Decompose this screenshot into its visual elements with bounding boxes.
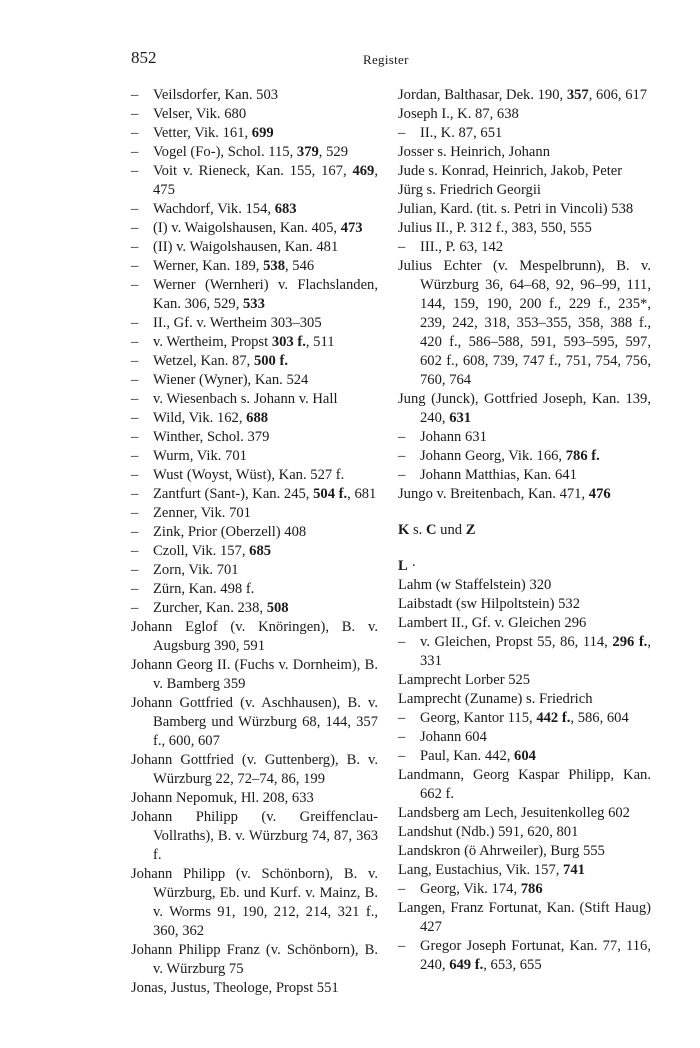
- entry-text: Vogel (Fo-), Schol. 115, 379, 529: [153, 144, 348, 160]
- index-subentry: [131, 599, 378, 618]
- index-entry: [131, 808, 378, 865]
- index-entry: [398, 105, 651, 124]
- dash-marker: –: [131, 448, 139, 464]
- entry-text: Zink, Prior (Oberzell) 408: [153, 524, 307, 540]
- dash-marker: –: [131, 600, 139, 616]
- index-subentry: [131, 371, 378, 390]
- dash-marker: –: [131, 562, 139, 578]
- dash-marker: –: [131, 258, 139, 274]
- index-entry: [398, 595, 651, 614]
- index-subentry: [131, 561, 378, 580]
- dash-marker: –: [131, 239, 139, 255]
- entry-text: III., P. 63, 142: [420, 239, 504, 255]
- dash-marker: –: [131, 353, 139, 369]
- entry-text: Wurm, Vik. 701: [153, 448, 247, 464]
- index-subentry: [398, 747, 651, 766]
- index-entry: [398, 86, 651, 105]
- dash-marker: –: [131, 277, 139, 293]
- entry-text: Velser, Vik. 680: [153, 106, 247, 122]
- entry-text: Voit v. Rieneck, Kan. 155, 167, 469, 475: [153, 163, 378, 198]
- index-subentry: [131, 143, 378, 162]
- entry-text: II., Gf. v. Wertheim 303–305: [153, 315, 322, 331]
- entry-text: Zorn, Vik. 701: [153, 562, 239, 578]
- dash-marker: –: [131, 467, 139, 483]
- index-entry: [131, 941, 378, 979]
- entry-text: Wild, Vik. 162, 688: [153, 410, 269, 426]
- entry-text: Laibstadt (sw Hilpoltstein) 532: [398, 596, 580, 612]
- dash-marker: –: [398, 239, 406, 255]
- entry-text: Landmann, Georg Kaspar Philipp, Kan. 662 f.: [398, 767, 651, 802]
- index-entry: [131, 694, 378, 751]
- dash-marker: –: [398, 125, 406, 141]
- section-heading: K s. C und Z: [398, 522, 476, 538]
- index-entry: [398, 842, 651, 861]
- entry-text: Wachdorf, Vik. 154, 683: [153, 201, 297, 217]
- entry-text: Johann Philipp (v. Schönborn), B. v. Würzburg, Eb. und Kurf. v. Mainz, B. v. Worms 91, 190, 212, 214, 321 f., 360, 362: [131, 866, 378, 939]
- index-subentry: [131, 333, 378, 352]
- entry-text: Jungo v. Breitenbach, Kan. 471, 476: [398, 486, 611, 502]
- entry-text: Zurcher, Kan. 238, 508: [153, 600, 289, 616]
- entry-text: Wust (Woyst, Wüst), Kan. 527 f.: [153, 467, 345, 483]
- index-subentry: [131, 504, 378, 523]
- index-entry: [398, 200, 651, 219]
- dash-marker: –: [131, 486, 139, 502]
- entry-text: (I) v. Waigolshausen, Kan. 405, 473: [153, 220, 363, 236]
- index-entry: [398, 899, 651, 937]
- entry-text: Georg, Kantor 115, 442 f., 586, 604: [420, 710, 629, 726]
- entry-text: Veilsdorfer, Kan. 503: [153, 87, 279, 103]
- entry-text: Langen, Franz Fortunat, Kan. (Stift Haug) 427: [398, 900, 651, 935]
- index-subentry: [131, 428, 378, 447]
- index-entry: [398, 576, 651, 595]
- dash-marker: –: [398, 710, 406, 726]
- index-entry: [131, 618, 378, 656]
- entry-text: Vetter, Vik. 161, 699: [153, 125, 274, 141]
- index-entry: [398, 823, 651, 842]
- index-subentry: [131, 257, 378, 276]
- dash-marker: –: [398, 729, 406, 745]
- entry-text: Werner, Kan. 189, 538, 546: [153, 258, 315, 274]
- entry-text: Zantfurt (Sant-), Kan. 245, 504 f., 681: [153, 486, 377, 502]
- entry-text: Lang, Eustachius, Vik. 157, 741: [398, 862, 585, 878]
- dash-marker: –: [131, 201, 139, 217]
- running-head: Register: [363, 52, 409, 67]
- index-column-left: [131, 86, 378, 998]
- index-entry: [398, 390, 651, 428]
- index-entry: [131, 656, 378, 694]
- index-subentry: [398, 466, 651, 485]
- section-gap: [398, 504, 651, 521]
- entry-text: Zenner, Vik. 701: [153, 505, 251, 521]
- entry-text: Jung (Junck), Gottfried Joseph, Kan. 139, 240, 631: [398, 391, 651, 426]
- index-entry: [398, 690, 651, 709]
- dash-marker: –: [131, 543, 139, 559]
- dash-marker: –: [131, 163, 139, 179]
- dash-marker: –: [131, 315, 139, 331]
- index-entry: [398, 671, 651, 690]
- index-subentry: [131, 162, 378, 200]
- dash-marker: –: [398, 881, 406, 897]
- entry-text: v. Gleichen, Propst 55, 86, 114, 296 f., 331: [420, 634, 651, 669]
- dash-marker: –: [398, 634, 406, 650]
- entry-text: Josser s. Heinrich, Johann: [398, 144, 550, 160]
- entry-text: Julian, Kard. (tit. s. Petri in Vincoli) 538: [398, 201, 634, 217]
- index-subentry: [131, 219, 378, 238]
- entry-text: Paul, Kan. 442, 604: [420, 748, 536, 764]
- index-entry: [398, 219, 651, 238]
- entry-text: Lahm (w Staffelstein) 320: [398, 577, 552, 593]
- entry-text: Winther, Schol. 379: [153, 429, 270, 445]
- dash-marker: –: [131, 125, 139, 141]
- entry-text: Jude s. Konrad, Heinrich, Jakob, Peter: [398, 163, 623, 179]
- dash-marker: –: [131, 87, 139, 103]
- dash-marker: –: [131, 505, 139, 521]
- index-entry: [398, 861, 651, 880]
- index-entry: [398, 804, 651, 823]
- entry-text: Julius Echter (v. Mespelbrunn), B. v. Würzburg 36, 64–68, 92, 96–99, 111, 144, 159, 190, 200 f., 229 f., 235*, 239, 242, 318, 353–355, 358, 388 f., 420 f., 586–588, 591, 593–595, 597, 602 f., 608, 739, 747 f., 751, 754, 756, 760, 764: [398, 258, 651, 388]
- index-entry: [398, 766, 651, 804]
- dash-marker: –: [131, 581, 139, 597]
- entry-text: Georg, Vik. 174, 786: [420, 881, 543, 897]
- index-entry: [398, 143, 651, 162]
- entry-text: Jordan, Balthasar, Dek. 190, 357, 606, 617: [398, 87, 648, 103]
- index-subentry: [131, 238, 378, 257]
- index-subentry: [398, 937, 651, 975]
- entry-text: Landshut (Ndb.) 591, 620, 801: [398, 824, 579, 840]
- entry-text: Jürg s. Friedrich Georgii: [398, 182, 541, 198]
- index-subentry: [131, 523, 378, 542]
- index-subentry: [131, 447, 378, 466]
- entry-text: (II) v. Waigolshausen, Kan. 481: [153, 239, 339, 255]
- entry-text: Gregor Joseph Fortunat, Kan. 77, 116, 240, 649 f., 653, 655: [420, 938, 651, 973]
- index-subentry: [398, 880, 651, 899]
- index-subentry: [398, 728, 651, 747]
- dash-marker: –: [131, 220, 139, 236]
- entry-text: v. Wiesenbach s. Johann v. Hall: [153, 391, 338, 407]
- entry-text: Lamprecht (Zuname) s. Friedrich: [398, 691, 593, 707]
- entry-text: II., K. 87, 651: [420, 125, 503, 141]
- entry-text: Johann Philipp (v. Greiffenclau-Vollraths), B. v. Würzburg 74, 87, 363 f.: [131, 809, 378, 863]
- index-subentry: [131, 314, 378, 333]
- index-entry: [398, 181, 651, 200]
- index-entry: [398, 614, 651, 633]
- dash-marker: –: [131, 106, 139, 122]
- index-subentry: [131, 200, 378, 219]
- entry-text: Lambert II., Gf. v. Gleichen 296: [398, 615, 587, 631]
- dash-marker: –: [131, 391, 139, 407]
- index-entry: [398, 162, 651, 181]
- entry-text: Johann 631: [420, 429, 487, 445]
- dash-marker: –: [398, 938, 406, 954]
- index-subentry: [398, 238, 651, 257]
- entry-text: Landskron (ö Ahrweiler), Burg 555: [398, 843, 605, 859]
- dash-marker: –: [131, 372, 139, 388]
- index-subentry: [131, 390, 378, 409]
- index-subentry: [131, 409, 378, 428]
- dash-marker: –: [131, 410, 139, 426]
- entry-text: Czoll, Vik. 157, 685: [153, 543, 272, 559]
- index-entry: [398, 257, 651, 390]
- entry-text: v. Wertheim, Propst 303 f., 511: [153, 334, 335, 350]
- entry-text: Landsberg am Lech, Jesuitenkolleg 602: [398, 805, 630, 821]
- dash-marker: –: [398, 748, 406, 764]
- entry-text: Zürn, Kan. 498 f.: [153, 581, 255, 597]
- entry-text: Johann Georg II. (Fuchs v. Dornheim), B. v. Bamberg 359: [131, 657, 378, 692]
- index-subentry: [131, 124, 378, 143]
- dash-marker: –: [398, 448, 406, 464]
- entry-text: Jonas, Justus, Theologe, Propst 551: [131, 980, 339, 996]
- dash-marker: –: [131, 429, 139, 445]
- dash-marker: –: [131, 144, 139, 160]
- entry-text: Werner (Wernheri) v. Flachslanden, Kan. 306, 529, 533: [153, 277, 378, 312]
- entry-text: Johann 604: [420, 729, 487, 745]
- entry-text: Joseph I., K. 87, 638: [398, 106, 519, 122]
- entry-text: Lamprecht Lorber 525: [398, 672, 531, 688]
- entry-text: Wiener (Wyner), Kan. 524: [153, 372, 309, 388]
- index-subentry: [131, 485, 378, 504]
- dash-marker: –: [131, 334, 139, 350]
- entry-text: Wetzel, Kan. 87, 500 f.: [153, 353, 289, 369]
- index-column-right: [398, 86, 651, 975]
- page-number: 852: [131, 48, 157, 67]
- index-subentry: [398, 633, 651, 671]
- entry-text: Johann Matthias, Kan. 641: [420, 467, 577, 483]
- dash-marker: –: [398, 429, 406, 445]
- index-subentry: [131, 466, 378, 485]
- entry-text: Johann Georg, Vik. 166, 786 f.: [420, 448, 600, 464]
- entry-text: Johann Eglof (v. Knöringen), B. v. Augsburg 390, 591: [131, 619, 378, 654]
- index-subentry: [131, 542, 378, 561]
- index-subentry: [398, 709, 651, 728]
- index-entry: [131, 979, 378, 998]
- index-subentry: [131, 352, 378, 371]
- index-subentry: [398, 428, 651, 447]
- index-entry: [131, 751, 378, 789]
- index-subentry: [131, 580, 378, 599]
- index-subentry: [131, 105, 378, 124]
- entry-text: Johann Philipp Franz (v. Schönborn), B. v. Würzburg 75: [131, 942, 378, 977]
- index-entry: [131, 789, 378, 808]
- index-entry: [131, 865, 378, 941]
- section-heading: L ·: [398, 558, 417, 574]
- index-subentry: [131, 276, 378, 314]
- section-gap: [398, 540, 651, 557]
- entry-text: Johann Gottfried (v. Aschhausen), B. v. Bamberg und Würzburg 68, 144, 357 f., 600, 607: [131, 695, 378, 749]
- dash-marker: –: [398, 467, 406, 483]
- dash-marker: –: [131, 524, 139, 540]
- entry-text: Johann Nepomuk, Hl. 208, 633: [131, 790, 314, 806]
- index-subentry: [131, 86, 378, 105]
- index-entry: [398, 485, 651, 504]
- index-subentry: [398, 124, 651, 143]
- entry-text: Julius II., P. 312 f., 383, 550, 555: [398, 220, 592, 236]
- index-subentry: [398, 447, 651, 466]
- entry-text: Johann Gottfried (v. Guttenberg), B. v. Würzburg 22, 72–74, 86, 199: [131, 752, 378, 787]
